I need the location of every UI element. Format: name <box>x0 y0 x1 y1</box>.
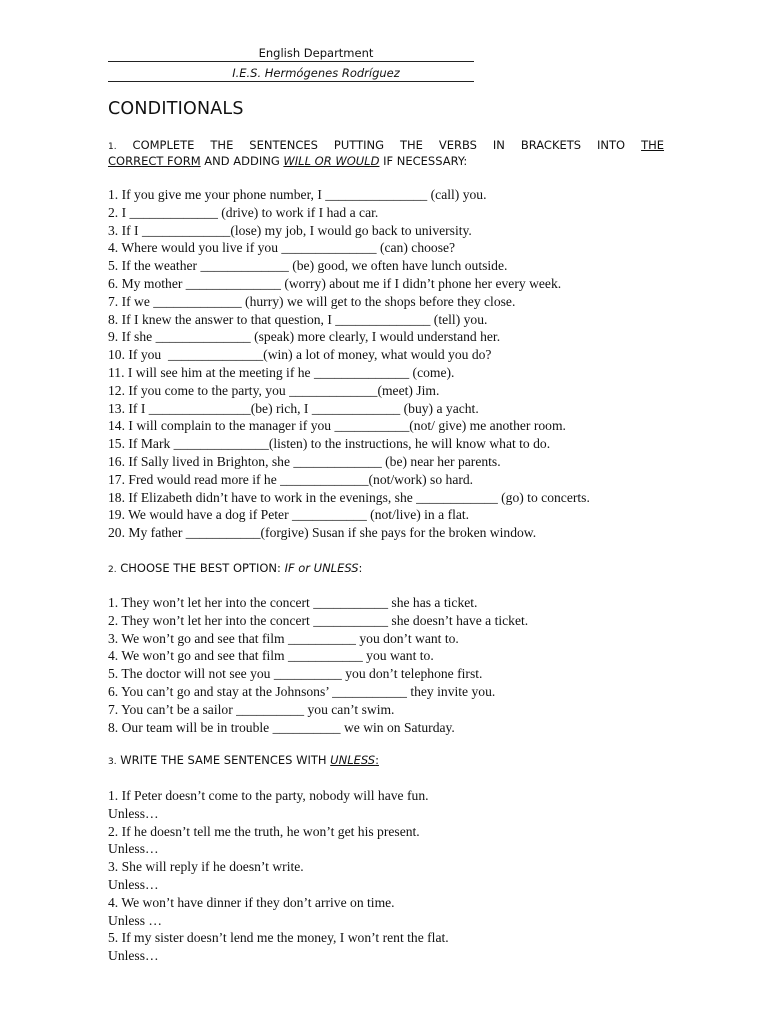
unless-answer-line: Unless… <box>108 805 159 821</box>
exercise-item: 14. I will complain to the manager if you ___________(not/ give) me another room. <box>108 418 566 434</box>
exercise-item: 1. If you give me your phone number, I _______________ (call) you. <box>108 187 487 202</box>
section1-exercise-list <box>108 186 590 542</box>
section1-instruction-text: COMPLETE THE SENTENCES PUTTING THE VERBS IN BRACKETS INTO <box>132 138 626 152</box>
exercise-item: 8. Our team will be in trouble __________ we win on Saturday. <box>108 719 455 735</box>
section2-instruction-end: : <box>358 561 363 575</box>
exercise-item: 4. Where would you live if you ______________ (can) choose? <box>108 240 456 256</box>
exercise-item: 1. They won’t let her into the concert ___________ she has a ticket. <box>108 595 478 610</box>
exercise-item: 16. If Sally lived in Brighton, she _____________ (be) near her parents. <box>108 453 501 469</box>
header-school <box>108 66 474 82</box>
exercise-item: 20. My father ___________(forgive) Susan if she pays for the broken window. <box>108 525 537 541</box>
exercise-item: 7. If we _____________ (hurry) we will get to the shops before they close. <box>108 293 516 309</box>
section3-instruction-text: WRITE THE SAME SENTENCES WITH <box>116 753 331 767</box>
section1-instruction-line2 <box>108 153 467 170</box>
exercise-item: 9. If she ______________ (speak) more clearly, I would understand her. <box>108 329 501 345</box>
exercise-item: 6. You can’t go and stay at the Johnsons’ ___________ they invite you. <box>108 683 496 699</box>
section1-and-adding: AND ADDING <box>200 154 284 168</box>
exercise-item: 3. We won’t go and see that film __________ you don’t want to. <box>108 630 459 646</box>
exercise-item: 7. You can’t be a sailor __________ you can’t swim. <box>108 701 395 717</box>
exercise-item: 3. She will reply if he doesn’t write. <box>108 859 304 875</box>
section3-exercise-list <box>108 787 449 965</box>
exercise-item: 17. Fred would read more if he _____________(not/work) so hard. <box>108 471 474 487</box>
exercise-item: 1. If Peter doesn’t come to the party, nobody will have fun. <box>108 788 429 803</box>
section2-exercise-list <box>108 594 528 736</box>
section1-correct-form: CORRECT FORM <box>108 154 201 168</box>
section3-unless: UNLESS <box>330 753 376 767</box>
exercise-item: 2. If he doesn’t tell me the truth, he won’t get his present. <box>108 823 420 839</box>
department-label: English Department <box>258 46 374 60</box>
unless-answer-line: Unless… <box>108 876 159 892</box>
exercise-item: 10. If you ______________(win) a lot of money, what would you do? <box>108 347 492 363</box>
exercise-item: 19. We would have a dog if Peter ___________ (not/live) in a flat. <box>108 507 470 523</box>
exercise-item: 4. We won’t go and see that film ___________ you want to. <box>108 648 434 664</box>
exercise-item: 4. We won’t have dinner if they don’t arrive on time. <box>108 894 395 910</box>
page-title: CONDITIONALS <box>108 99 244 119</box>
exercise-item: 2. I _____________ (drive) to work if I had a car. <box>108 204 379 220</box>
exercise-item: 5. The doctor will not see you __________ you don’t telephone first. <box>108 666 483 682</box>
section3-instruction-end: : <box>375 753 379 767</box>
section2-options: IF or UNLESS <box>284 561 359 575</box>
section1-instruction-the: THE <box>641 138 665 152</box>
exercise-item: 3. If I _____________(lose) my job, I would go back to university. <box>108 222 472 238</box>
exercise-item: 18. If Elizabeth didn’t have to work in the evenings, she ____________ (go) to concerts. <box>108 489 590 505</box>
section1-instruction-end: IF NECESSARY: <box>379 154 468 168</box>
section1-will-would: WILL OR WOULD <box>283 154 380 168</box>
section3-number: 3. <box>108 757 117 767</box>
exercise-item: 5. If the weather _____________ (be) good, we often have lunch outside. <box>108 258 508 274</box>
exercise-item: 13. If I _______________(be) rich, I _____________ (buy) a yacht. <box>108 400 479 416</box>
exercise-item: 11. I will see him at the meeting if he ______________ (come). <box>108 364 455 380</box>
school-label: I.E.S. Hermógenes Rodríguez <box>232 66 400 80</box>
exercise-item: 12. If you come to the party, you _____________(meet) Jim. <box>108 382 440 398</box>
section2-instruction-text: CHOOSE THE BEST OPTION: <box>116 561 285 575</box>
exercise-item: 8. If I knew the answer to that question, I ______________ (tell) you. <box>108 311 488 327</box>
header-department <box>108 46 474 62</box>
section2-number: 2. <box>108 565 117 575</box>
exercise-item: 5. If my sister doesn’t lend me the money, I won’t rent the flat. <box>108 930 449 946</box>
unless-answer-line: Unless… <box>108 948 159 964</box>
section2-instruction <box>108 560 362 579</box>
exercise-item: 2. They won’t let her into the concert ___________ she doesn’t have a ticket. <box>108 612 529 628</box>
unless-answer-line: Unless … <box>108 912 162 928</box>
exercise-item: 6. My mother ______________ (worry) about me if I didn’t phone her every week. <box>108 275 562 291</box>
unless-answer-line: Unless… <box>108 841 159 857</box>
section1-number: 1. <box>108 142 117 152</box>
exercise-item: 15. If Mark ______________(listen) to the instructions, he will know what to do. <box>108 436 551 452</box>
section3-instruction <box>108 752 379 771</box>
